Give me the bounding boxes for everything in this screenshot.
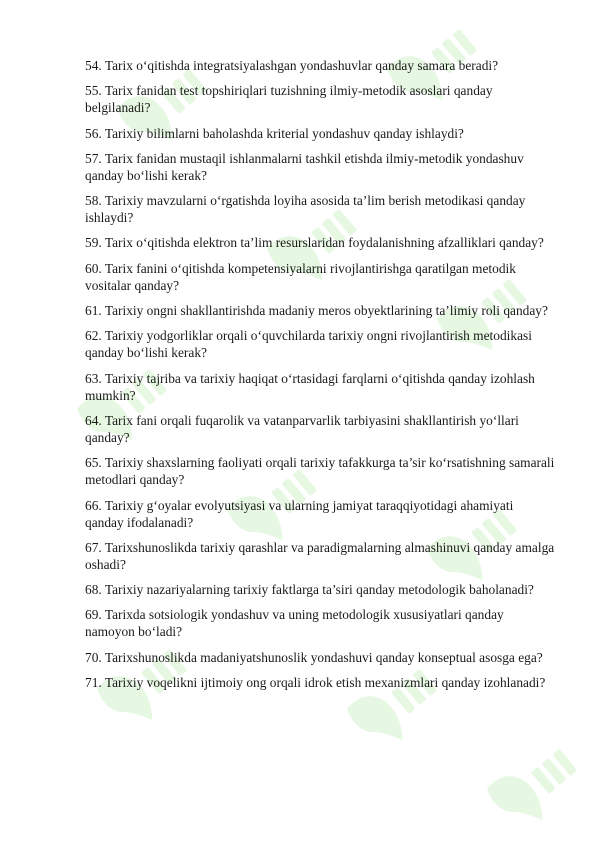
question-68: 68. Tarixiy nazariyalarning tarixiy faktlarga ta’siri qanday metodologik baholanadi? <box>85 582 534 598</box>
question-70: 70. Tarixshunoslikda madaniyatshunoslik yondashuvi qanday konseptual asosga ega? <box>85 649 543 665</box>
question-62: 62. Tarixiy yodgorliklar orqali o‘quvchilarda tarixiy ongni rivojlantirish metodikasi qanday bo‘lishi kerak? <box>85 328 532 361</box>
question-66: 66. Tarixiy g‘oyalar evolyutsiyasi va ularning jamiyat taraqqiyotidagi ahamiyati qanday ifodalanadi? <box>85 497 514 530</box>
question-67: 67. Tarixshunoslikda tarixiy qarashlar va paradigmalarning almashinuvi qanday amalga oshadi? <box>85 539 555 572</box>
question-69: 69. Tarixda sotsiologik yondashuv va uning metodologik xususiyatlari qanday namoyon bo‘ladi? <box>85 607 504 640</box>
question-58: 58. Tarixiy mavzularni o‘rgatishda loyiha asosida ta’lim berish metodikasi qanday ishlaydi? <box>85 193 526 226</box>
question-list <box>85 57 555 699</box>
question-61: 61. Tarixiy ongni shakllantirishda madaniy meros obyektlarining ta’limiy roli qanday? <box>85 303 548 319</box>
question-71: 71. Tarixiy voqelikni ijtimoiy ong orqali idrok etish mexanizmlari qanday izohlanadi? <box>85 675 546 691</box>
question-64: 64. Tarix fani orqali fuqarolik va vatanparvarlik tarbiyasini shakllantirish yo‘llari qanday? <box>85 412 519 445</box>
question-63: 63. Tarixiy tajriba va tarixiy haqiqat o‘rtasidagi farqlarni o‘qitishda qanday izohlash mumkin? <box>85 370 535 403</box>
question-54: 54. Tarix o‘qitishda integratsiyalashgan yondashuvlar qanday samara beradi? <box>85 58 499 73</box>
question-59: 59. Tarix o‘qitishda elektron ta’lim resurslaridan foydalanishning afzalliklari qanday? <box>85 235 544 251</box>
question-60: 60. Tarix fanini o‘qitishda kompetensiyalarni rivojlantirishga qaratilgan metodik vositalar qanday? <box>85 260 516 293</box>
question-55: 55. Tarix fanidan test topshiriqlari tuzishning ilmiy-metodik asoslari qanday belgilanadi? <box>85 83 493 116</box>
watermark-mark <box>484 736 587 837</box>
question-56: 56. Tarixiy bilimlarni baholashda kriterial yondashuv qanday ishlaydi? <box>85 125 464 141</box>
question-57: 57. Tarix fanidan mustaqil ishlanmalarni tashkil etishda ilmiy-metodik yondashuv qanday bo‘lishi kerak? <box>85 150 524 183</box>
question-65: 65. Tarixiy shaxslarning faoliyati orqali tarixiy tafakkurga ta’sir ko‘rsatishning samarali metodlari qanday? <box>85 455 555 488</box>
